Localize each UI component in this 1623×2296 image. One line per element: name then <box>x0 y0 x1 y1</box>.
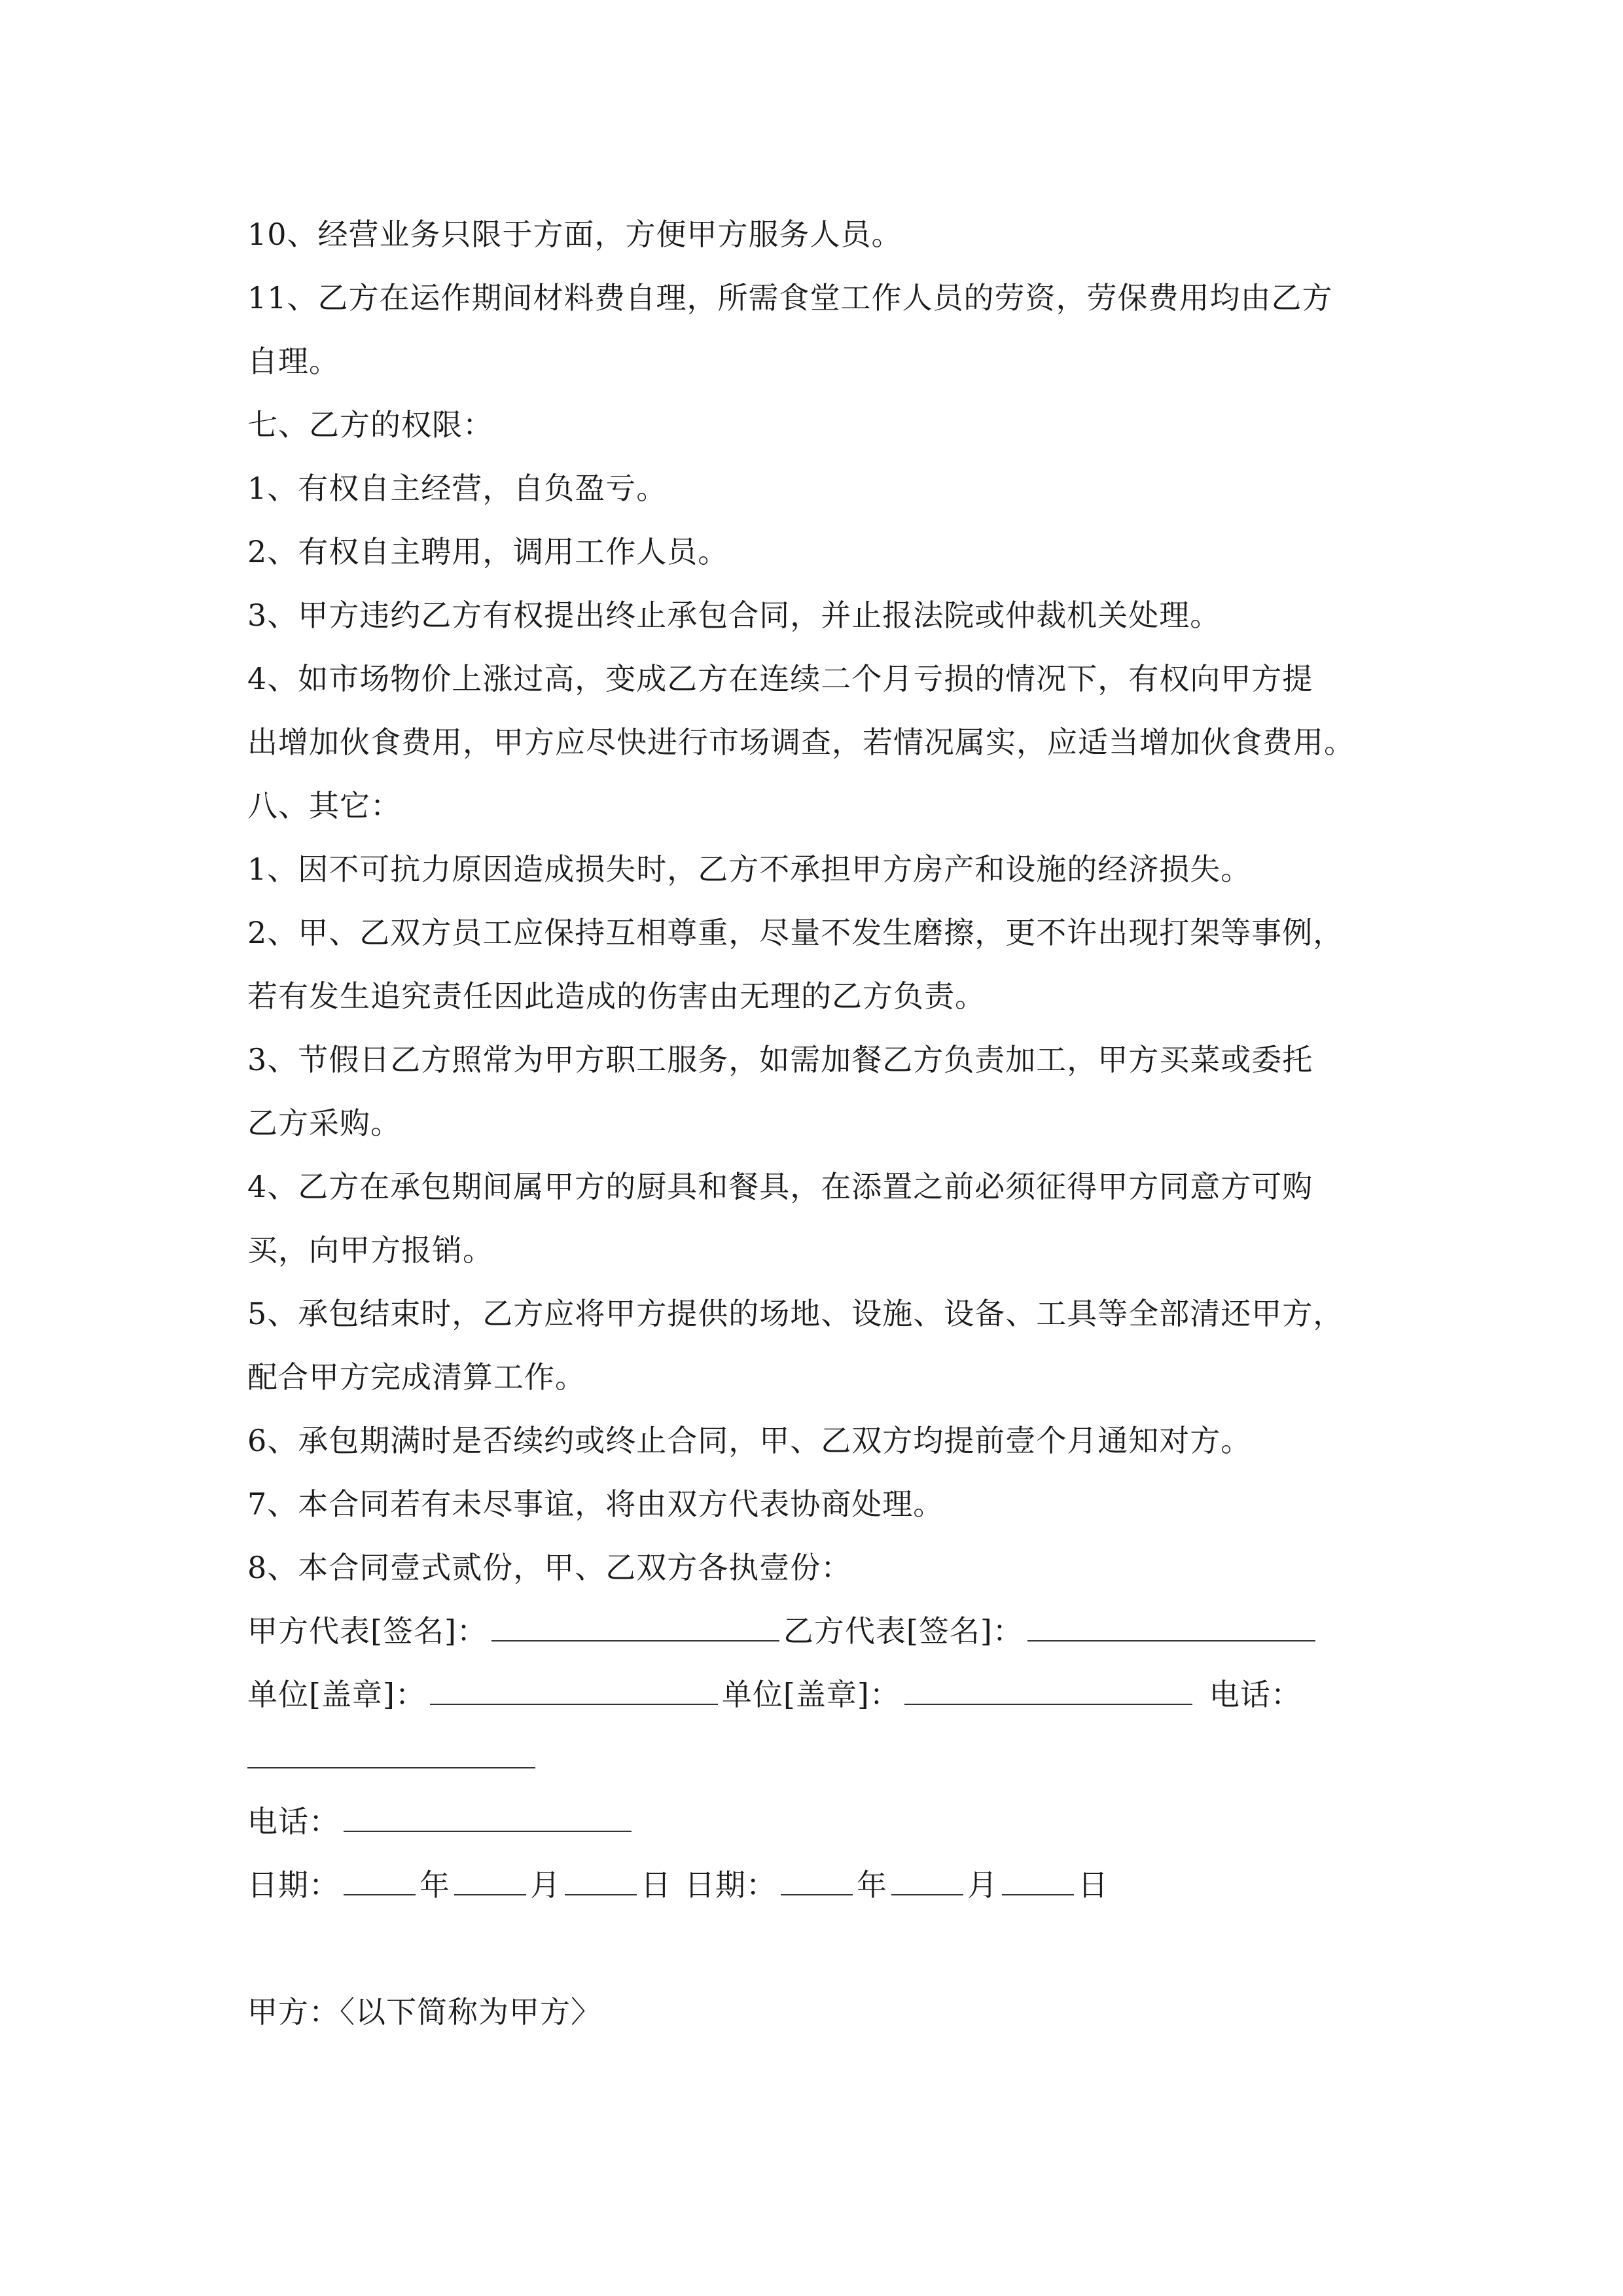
unit-b-stamp-field[interactable] <box>904 1674 1192 1705</box>
date-2-label: 日期： <box>685 1867 777 1903</box>
right-2: 2、有权自主聘用，调用工作人员。 <box>247 534 729 569</box>
date-2-month-field[interactable] <box>891 1864 963 1895</box>
other-3-cont: 乙方采购。 <box>247 1105 401 1141</box>
unit-b-label: 单位[盖章]： <box>721 1677 901 1712</box>
other-7: 7、本合同若有未尽事谊，将由双方代表协商处理。 <box>247 1486 944 1522</box>
clause-10: 10、经营业务只限于方面，方便甲方服务人员。 <box>247 217 902 252</box>
party-b-signature-field[interactable] <box>1027 1610 1315 1641</box>
right-4-cont: 出增加伙食费用，甲方应尽快进行市场调查，若情况属实，应适当增加伙食费用。 <box>247 725 1355 760</box>
phone-1-label: 电话： <box>1209 1677 1302 1712</box>
other-5-cont: 配合甲方完成清算工作。 <box>247 1359 586 1395</box>
right-3: 3、甲方违约乙方有权提出终止承包合同，并止报法院或仲裁机关处理。 <box>247 598 1221 633</box>
other-2: 2、甲、乙双方员工应保持互相尊重，尽量不发生磨擦，更不许出现打架等事例， <box>247 915 1344 950</box>
date-1-month-field[interactable] <box>454 1864 526 1895</box>
other-3: 3、节假日乙方照常为甲方职工服务，如需加餐乙方负责加工，甲方买菜或委托 <box>247 1042 1313 1077</box>
date-1-day-label: 日 <box>641 1867 671 1903</box>
date-2-day-field[interactable] <box>1002 1864 1074 1895</box>
date-1-month-label: 月 <box>530 1867 561 1903</box>
other-5: 5、承包结束时，乙方应将甲方提供的场地、设施、设备、工具等全部清还甲方， <box>247 1296 1344 1331</box>
section-8-heading: 八、其它： <box>247 788 401 823</box>
date-1-label: 日期： <box>247 1867 340 1903</box>
date-1-year-label: 年 <box>419 1867 450 1903</box>
party-a-intro: 甲方：〈以下简称为甲方〉 <box>247 1994 601 2030</box>
clause-11: 11、乙方在运作期间材料费自理，所需食堂工作人员的劳资，劳保费用均由乙方 <box>247 280 1333 315</box>
other-8: 8、本合同壹式贰份，甲、乙双方各执壹份： <box>247 1550 852 1585</box>
other-2-cont: 若有发生追究责任因此造成的伤害由无理的乙方负责。 <box>247 978 986 1014</box>
date-1-day-field[interactable] <box>565 1864 637 1895</box>
phone-1-field[interactable] <box>247 1737 535 1768</box>
other-4: 4、乙方在承包期间属甲方的厨具和餐具，在添置之前必须征得甲方同意方可购 <box>247 1169 1313 1204</box>
signature-rep-row <box>247 1600 1399 1663</box>
phone-1-field-row <box>247 1727 1399 1790</box>
date-2-month-label: 月 <box>967 1867 998 1903</box>
phone-2-row <box>247 1790 1399 1854</box>
unit-a-stamp-field[interactable] <box>430 1674 718 1705</box>
date-row <box>247 1854 1399 1917</box>
right-4: 4、如市场物价上涨过高，变成乙方在连续二个月亏损的情况下，有权向甲方提 <box>247 661 1313 696</box>
date-2-year-label: 年 <box>857 1867 887 1903</box>
clause-11-cont: 自理。 <box>247 344 340 379</box>
date-2-year-field[interactable] <box>781 1864 853 1895</box>
party-a-rep-label: 甲方代表[签名]： <box>247 1613 488 1649</box>
unit-a-label: 单位[盖章]： <box>247 1677 426 1712</box>
signature-unit-row <box>247 1663 1399 1727</box>
date-1-year-field[interactable] <box>344 1864 416 1895</box>
other-1: 1、因不可抗力原因造成损失时，乙方不承担甲方房产和设施的经济损失。 <box>247 852 1252 887</box>
contract-body <box>247 203 1399 2044</box>
phone-2-label: 电话： <box>247 1804 340 1839</box>
other-6: 6、承包期满时是否续约或终止合同，甲、乙双方均提前壹个月通知对方。 <box>247 1423 1252 1458</box>
party-b-rep-label: 乙方代表[签名]： <box>783 1613 1024 1649</box>
party-a-signature-field[interactable] <box>491 1610 779 1641</box>
section-7-heading: 七、乙方的权限： <box>247 407 493 442</box>
other-4-cont: 买，向甲方报销。 <box>247 1232 493 1268</box>
date-2-day-label: 日 <box>1078 1867 1109 1903</box>
phone-2-field[interactable] <box>344 1801 632 1832</box>
right-1: 1、有权自主经营，自负盈亏。 <box>247 471 668 506</box>
